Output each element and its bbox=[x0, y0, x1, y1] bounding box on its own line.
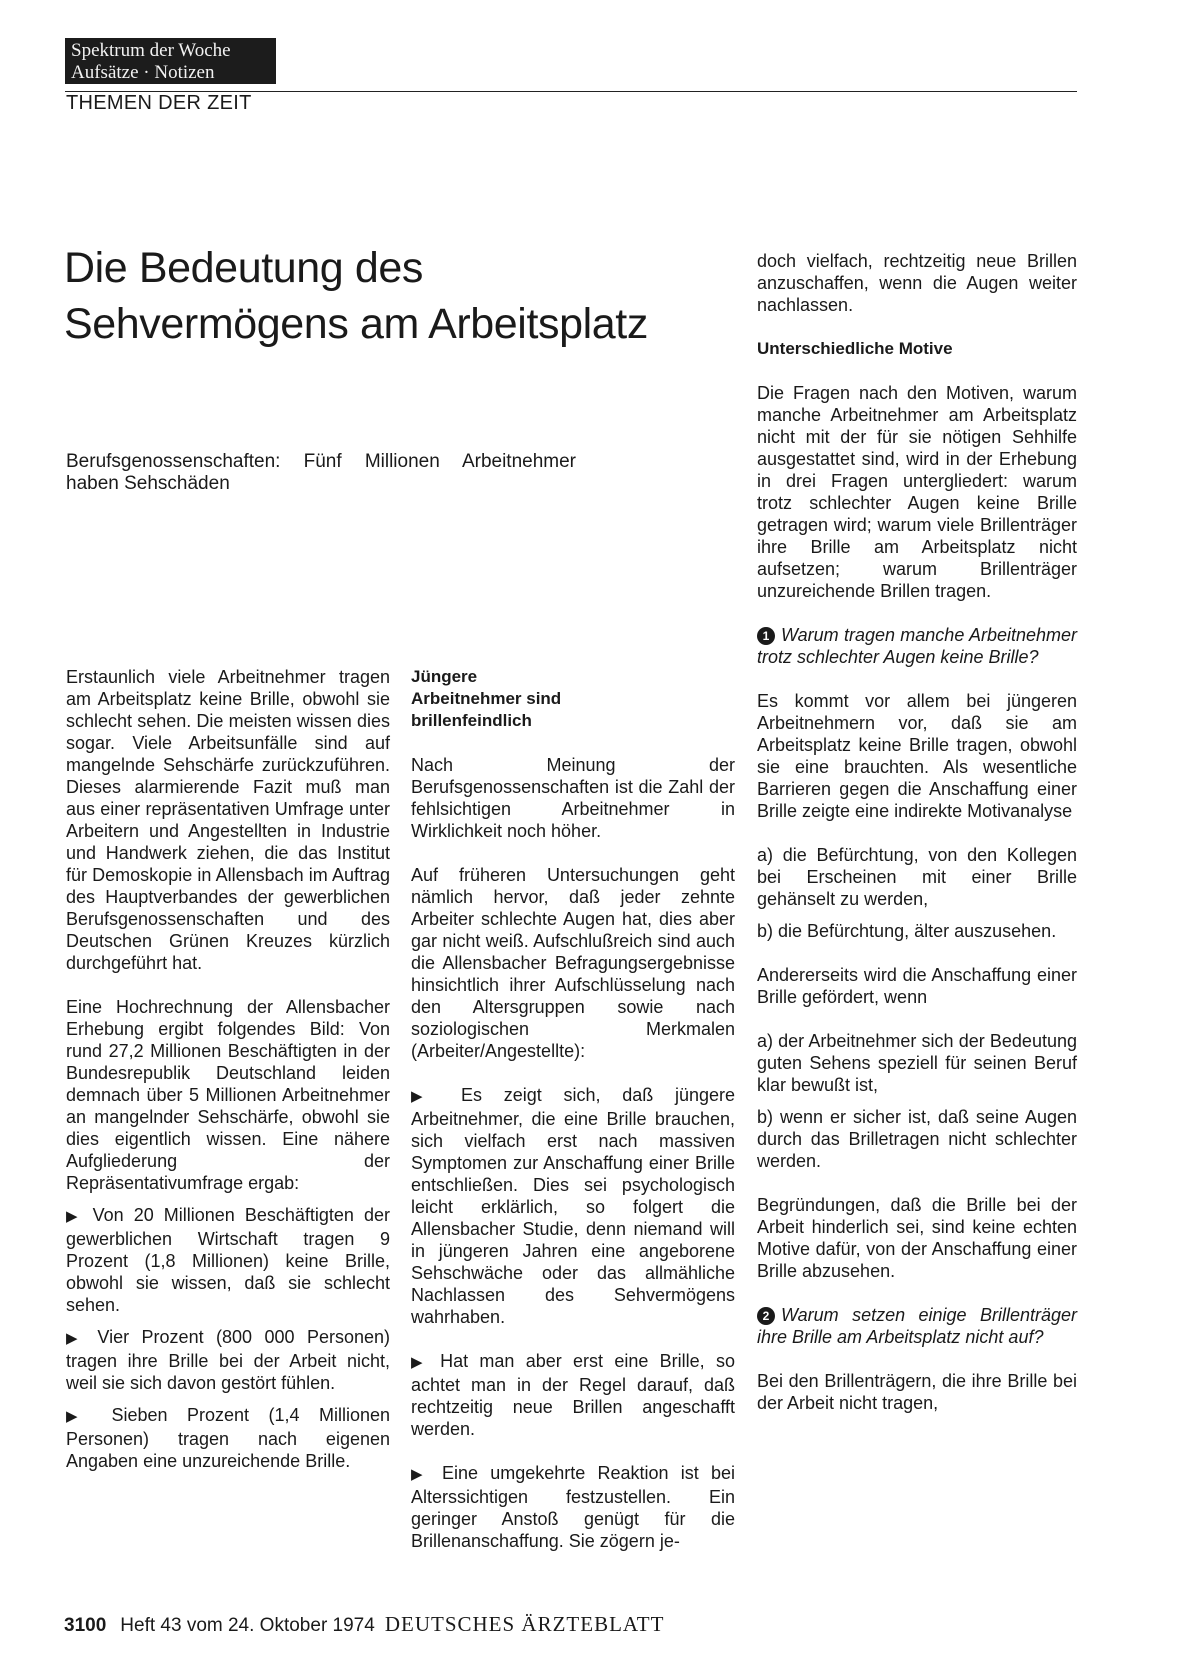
question-2 bbox=[757, 1304, 1077, 1348]
column-2 bbox=[411, 666, 735, 1574]
question-text: Warum setzen einige Brillenträger ihre Brille am Arbeitsplatz nicht auf? bbox=[757, 1305, 1077, 1347]
bullet-text: Hat man aber erst eine Brille, so achtet man in der Regel darauf, daß rechtzeitig neue Brillen angeschafft werden. bbox=[411, 1351, 735, 1439]
question-1 bbox=[757, 624, 1077, 668]
paragraph: Bei den Brillenträgern, die ihre Brille bei der Arbeit nicht tragen, bbox=[757, 1371, 1077, 1413]
paragraph: Andererseits wird die Anschaffung einer Brille gefördert, wenn bbox=[757, 965, 1077, 1007]
number-1-icon: 1 bbox=[757, 627, 775, 645]
headline-line2: Sehvermögens am Arbeitsplatz bbox=[64, 300, 648, 348]
subheading: Unterschiedliche Motive bbox=[757, 339, 953, 358]
paragraph: a) der Arbeitnehmer sich der Bedeutung guten Sehens speziell für seinen Beruf klar bewußt ist, bbox=[757, 1031, 1077, 1095]
section-box-line1: Spektrum der Woche bbox=[71, 40, 231, 61]
paragraph: Eine Hochrechnung der Allensbacher Erhebung ergibt folgendes Bild: Von rund 27,2 Millionen Beschäftigten in der Bundesrepublik Deutschland leiden demnach über 5 Millionen Arbeitnehmer an mangelnder Sehschärfe, obwohl sie dies eigentlich wissen. Eine nähere Aufgliederung der Repräsentativumfrage ergab: bbox=[66, 997, 390, 1193]
triangle-bullet-icon: ▶ bbox=[411, 1354, 429, 1371]
column-3 bbox=[757, 250, 1077, 1436]
triangle-bullet-icon: ▶ bbox=[66, 1408, 92, 1425]
paragraph: Die Fragen nach den Motiven, warum manche Arbeitnehmer am Arbeitsplatz nicht mit der für sie nötigen Sehhilfe ausgestattet sind, wird in der Erhebung in drei Fragen untergliedert: warum trotz schlechter Augen keine Brille getragen wird; warum viele Brillenträger ihre Brille am Arbeitsplatz nicht aufsetzen; warum Brillenträger unzureichende Brillen tragen. bbox=[757, 383, 1077, 601]
section-box-line2: Aufsätze · Notizen bbox=[71, 62, 215, 83]
triangle-bullet-icon: ▶ bbox=[411, 1466, 430, 1483]
issue-info: Heft 43 vom 24. Oktober 1974 bbox=[120, 1615, 375, 1636]
number-2-icon: 2 bbox=[757, 1307, 775, 1325]
paragraph: a) die Befürchtung, von den Kollegen bei Erscheinen mit einer Brille gehänselt zu werden, bbox=[757, 845, 1077, 909]
bullet-item bbox=[411, 1462, 735, 1552]
paragraph: Nach Meinung der Berufsgenossenschaften ist die Zahl der fehlsichtigen Arbeitnehmer in Wirklichkeit noch höher. bbox=[411, 755, 735, 841]
triangle-bullet-icon: ▶ bbox=[411, 1088, 440, 1105]
bullet-item bbox=[66, 1204, 390, 1316]
article-subline: Berufsgenossenschaften: Fünf Millionen Arbeitnehmer haben Sehschäden bbox=[66, 451, 576, 494]
bullet-item bbox=[411, 1350, 735, 1440]
paragraph: Auf früheren Untersuchungen geht nämlich hervor, daß jeder zehnte Arbeiter schlechte Augen hat, dies aber gar nicht weiß. Aufschlußreich sind auch die Allensbacher Befragungsergebnisse hinsichtlich ihrer Aufschlüsselung nach den Altersgruppen sowie nach soziologischen Merkmalen (Arbeiter/Angestellte): bbox=[411, 865, 735, 1061]
subheading-line: brillenfeindlich bbox=[411, 711, 532, 730]
subheading bbox=[411, 666, 735, 732]
section-label: THEMEN DER ZEIT bbox=[66, 92, 252, 114]
journal-name: DEUTSCHES ÄRZTEBLATT bbox=[384, 1612, 665, 1636]
bullet-text: Eine umgekehrte Reaktion ist bei Alterssichtigen festzustellen. Ein geringer Anstoß genügt für die Brillenanschaffung. Sie zögern je- bbox=[411, 1463, 735, 1551]
paragraph: Begründungen, daß die Brille bei der Arbeit hinderlich sei, sind keine echten Motive dafür, von der Anschaffung einer Brille abzusehen. bbox=[757, 1195, 1077, 1281]
bullet-item bbox=[66, 1404, 390, 1472]
subheading-line: Arbeitnehmer sind bbox=[411, 689, 562, 708]
paragraph: doch vielfach, rechtzeitig neue Brillen anzuschaffen, wenn die Augen weiter nachlassen. bbox=[757, 251, 1077, 315]
headline-line1: Die Bedeutung des bbox=[64, 244, 423, 292]
paragraph: b) wenn er sicher ist, daß seine Augen durch das Brilletragen nicht schlechter werden. bbox=[757, 1107, 1077, 1171]
paragraph: b) die Befürchtung, älter auszusehen. bbox=[757, 921, 1057, 941]
bullet-item bbox=[411, 1084, 735, 1328]
bullet-text: Vier Prozent (800 000 Personen) tragen ihre Brille bei der Arbeit nicht, weil sie sich davon gestört fühlen. bbox=[66, 1327, 390, 1393]
paragraph: Erstaunlich viele Arbeitnehmer tragen am Arbeitsplatz keine Brille, obwohl sie schlecht sehen. Die meisten wissen dies sogar. Viele Arbeitsunfälle sind auf mangelnde Sehschärfe zurückzuführen. Dieses alarmierende Fazit muß man aus einer repräsentativen Umfrage unter Arbeitern und Angestellten in Industrie und Handwerk ziehen, die das Institut für Demoskopie in Allensbach im Auftrag des Hauptverbandes der gewerblichen Berufsgenossenschaften und des Deutschen Grünen Kreuzes kürzlich durchgeführt hat. bbox=[66, 667, 390, 973]
paragraph: Es kommt vor allem bei jüngeren Arbeitnehmern vor, daß sie am Arbeitsplatz keine Brille tragen, obwohl sie eine brauchten. Als wesentliche Barrieren gegen die Anschaffung einer Brille zeigte eine indirekte Motivanalyse bbox=[757, 691, 1077, 821]
page-number: 3100 bbox=[64, 1615, 107, 1636]
article-headline bbox=[64, 240, 648, 352]
column-1 bbox=[66, 666, 390, 1482]
subheading-line: Jüngere bbox=[411, 667, 478, 686]
triangle-bullet-icon: ▶ bbox=[66, 1330, 85, 1347]
bullet-item bbox=[66, 1326, 390, 1394]
bullet-text: Es zeigt sich, daß jüngere Arbeitnehmer, die eine Brille brauchen, sich vielfach erst nach massiven Symptomen zur Anschaffung einer Brille entschließen. Dies sei psychologisch leicht erklärlich, so folgert die Allensbacher Studie, denn niemand will in jüngeren Jahren eine angeborene Sehschwäche oder das allmähliche Nachlassen des Sehvermögens wahrhaben. bbox=[411, 1085, 735, 1327]
page-footer bbox=[64, 1612, 664, 1637]
section-box bbox=[65, 38, 276, 84]
bullet-text: Sieben Prozent (1,4 Millionen Personen) tragen nach eigenen Angaben eine unzureichende Brille. bbox=[66, 1405, 390, 1471]
bullet-text: Von 20 Millionen Beschäftigten der gewerblichen Wirtschaft tragen 9 Prozent (1,8 Millionen) keine Brille, obwohl sie wissen, daß sie schlecht sehen. bbox=[66, 1205, 390, 1315]
triangle-bullet-icon: ▶ bbox=[66, 1208, 83, 1225]
question-text: Warum tragen manche Arbeitnehmer trotz schlechter Augen keine Brille? bbox=[757, 625, 1077, 667]
